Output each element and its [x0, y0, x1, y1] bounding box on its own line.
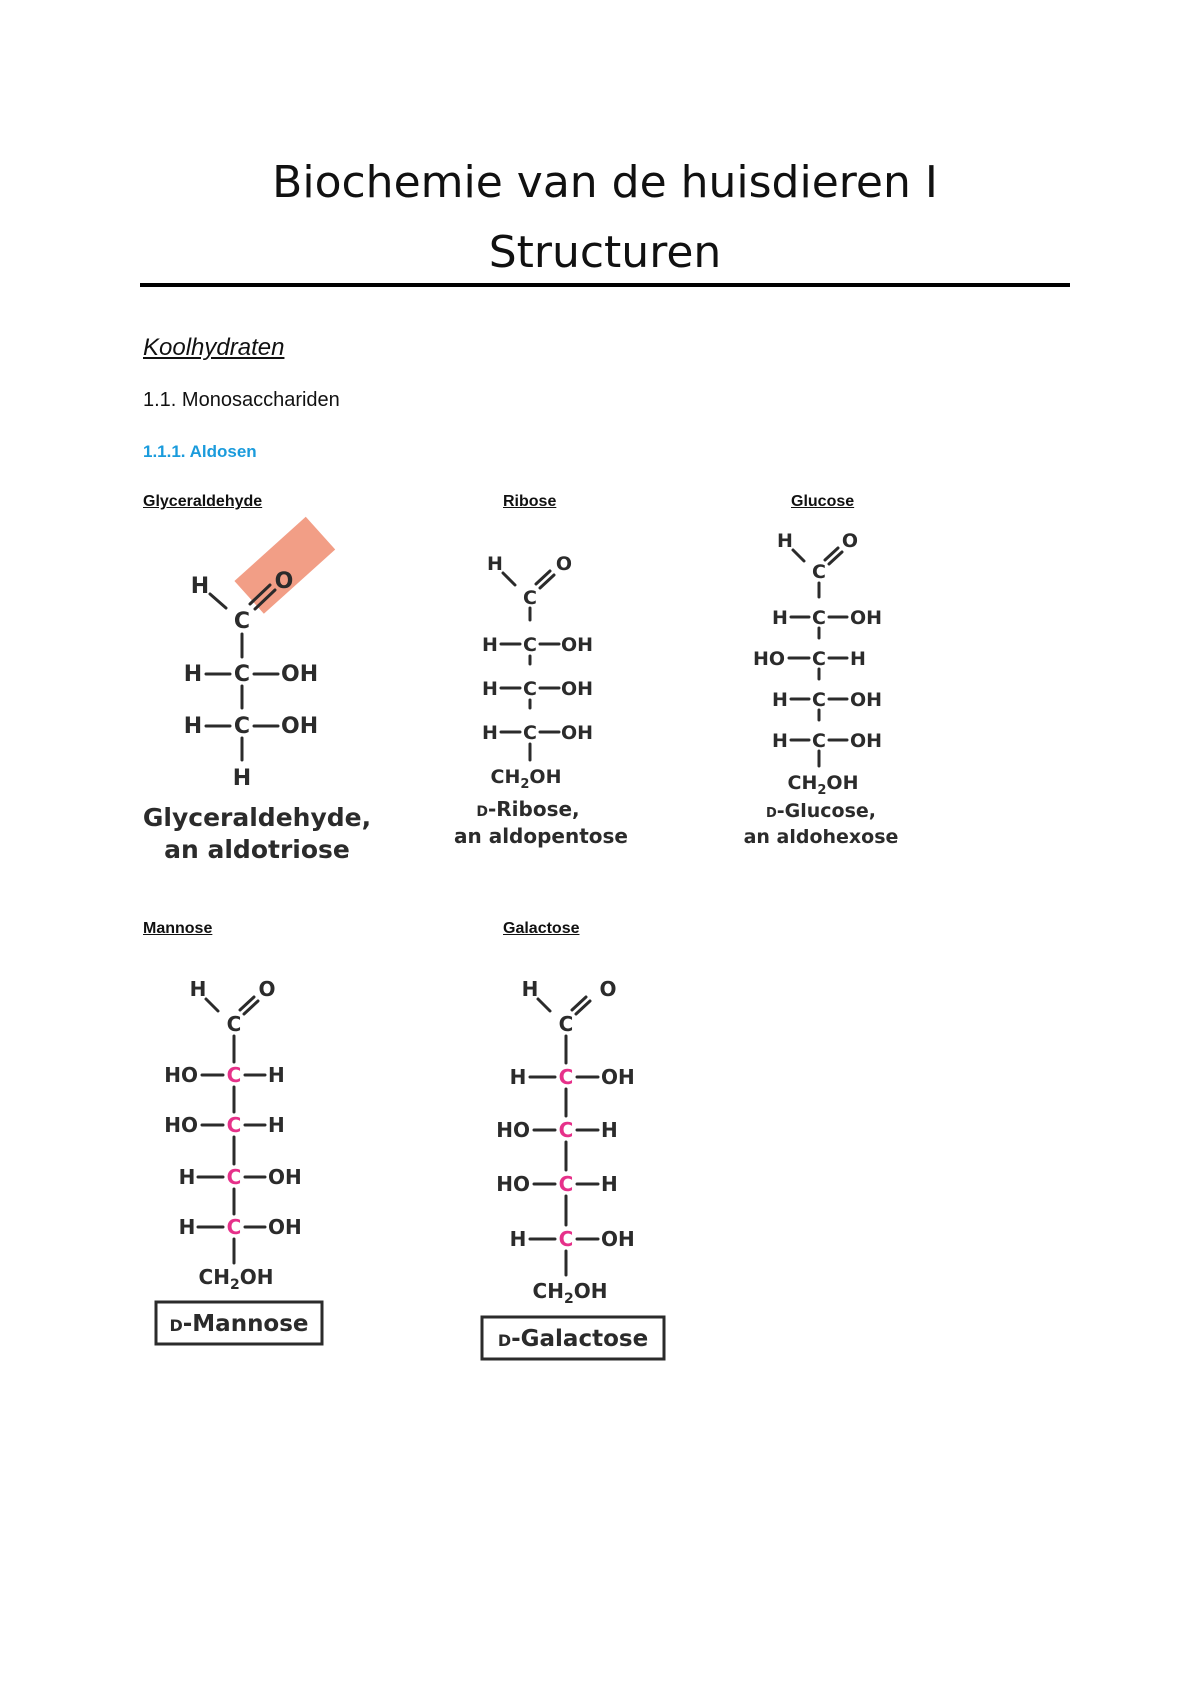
atom-h: H: [178, 1215, 196, 1239]
atom-h: H: [268, 1113, 285, 1137]
atom-c: C: [233, 714, 251, 739]
atom-h: H: [777, 530, 793, 552]
atom-h: H: [772, 689, 788, 711]
atom-oh: OH: [268, 1215, 302, 1239]
atom-h: H: [178, 1165, 196, 1189]
atom-h: H: [482, 722, 498, 744]
atom-h: H: [509, 1227, 527, 1251]
atom-o: O: [841, 530, 859, 552]
atom-c: C: [233, 609, 251, 634]
atom-h: H: [509, 1065, 527, 1089]
atom-h: H: [183, 714, 203, 739]
atom-oh: OH: [850, 689, 883, 711]
title-underline: [140, 283, 1070, 287]
atom-h: H: [850, 648, 866, 670]
atom-c: C: [812, 561, 826, 583]
glyceraldehyde-structure: [140, 540, 400, 880]
ribose-structure: [440, 540, 680, 860]
galactose-caption: D-Galactose: [497, 1326, 649, 1352]
galactose-heading: Galactose: [503, 920, 580, 937]
bond: [206, 999, 218, 1011]
atom-c: C: [523, 634, 537, 656]
atom-c: C: [523, 678, 537, 700]
atom-o: O: [599, 977, 617, 1001]
atom-h: H: [521, 977, 539, 1001]
atom-oh: OH: [601, 1065, 635, 1089]
atom-o: O: [258, 977, 276, 1001]
atom-oh: OH: [281, 714, 319, 739]
ribose-heading: Ribose: [503, 493, 557, 510]
glucose-caption-line2: an aldohexose: [743, 826, 899, 848]
atom-ch2oh: $CH_2OH$: [787, 772, 859, 798]
atom-oh: OH: [268, 1165, 302, 1189]
atom-h: H: [601, 1172, 618, 1196]
mannose-caption: D-Mannose: [169, 1311, 309, 1337]
atom-c: C: [226, 1012, 242, 1036]
section-heading: Koolhydraten: [143, 334, 285, 361]
title-line-1: Biochemie van de huisdieren I: [272, 157, 938, 208]
atom-o: O: [274, 569, 294, 594]
atom-c-chiral: C: [558, 1118, 574, 1142]
ribose-caption-line2: an aldopentose: [454, 824, 628, 848]
atom-ho: HO: [496, 1172, 530, 1196]
atom-c-chiral: C: [558, 1065, 574, 1089]
atom-c-chiral: C: [226, 1063, 242, 1087]
subsubsection-heading: 1.1.1. Aldosen: [143, 442, 257, 461]
glyceraldehyde-caption-line1: Glyceraldehyde,: [142, 803, 372, 832]
atom-ch2oh: $CH_2OH$: [490, 766, 562, 792]
atom-c-chiral: C: [226, 1165, 242, 1189]
atom-c-chiral: C: [558, 1172, 574, 1196]
atom-h: H: [190, 574, 210, 599]
glyceraldehyde-heading: Glyceraldehyde: [143, 493, 263, 510]
ribose-caption-line1: D-Ribose,: [476, 797, 580, 821]
bond: [210, 594, 226, 608]
atom-ho: HO: [496, 1118, 530, 1142]
atom-c: C: [812, 648, 826, 670]
atom-h: H: [487, 553, 503, 575]
aldehyde-highlight: [234, 517, 335, 614]
atom-oh: OH: [561, 722, 594, 744]
galactose-structure: [470, 965, 710, 1365]
glucose-caption-line1: D-Glucose,: [765, 800, 877, 822]
atom-h: H: [268, 1063, 285, 1087]
atom-h: H: [601, 1118, 618, 1142]
atom-h: H: [772, 730, 788, 752]
atom-c: C: [812, 607, 826, 629]
atom-o: O: [555, 553, 573, 575]
glucose-heading: Glucose: [791, 493, 855, 510]
atom-h: H: [232, 766, 252, 791]
bond: [503, 573, 515, 585]
bond: [793, 550, 804, 561]
mannose-structure: [140, 965, 380, 1355]
atom-ch2oh: $CH_2OH$: [198, 1265, 274, 1293]
atom-oh: OH: [561, 634, 594, 656]
atom-h: H: [482, 678, 498, 700]
atom-h: H: [772, 607, 788, 629]
atom-c-chiral: C: [226, 1113, 242, 1137]
subsection-heading: 1.1. Monosacchariden: [143, 389, 340, 411]
glucose-structure: [740, 520, 940, 860]
atom-c: C: [812, 730, 826, 752]
title-line-2: Structuren: [488, 227, 722, 278]
atom-c: C: [812, 689, 826, 711]
atom-ho: HO: [752, 648, 785, 670]
atom-c-chiral: C: [226, 1215, 242, 1239]
bond: [538, 999, 550, 1011]
atom-c: C: [523, 722, 537, 744]
atom-h: H: [183, 662, 203, 687]
atom-ho: HO: [164, 1113, 198, 1137]
atom-oh: OH: [850, 607, 883, 629]
document-title: [140, 148, 1070, 288]
atom-oh: OH: [561, 678, 594, 700]
atom-oh: OH: [281, 662, 319, 687]
atom-c: C: [523, 587, 537, 609]
atom-c: C: [233, 662, 251, 687]
atom-c-chiral: C: [558, 1227, 574, 1251]
atom-c: C: [558, 1012, 574, 1036]
atom-h: H: [189, 977, 207, 1001]
atom-ch2oh: $CH_2OH$: [532, 1279, 608, 1307]
mannose-heading: Mannose: [143, 920, 213, 937]
glyceraldehyde-caption-line2: an aldotriose: [164, 835, 350, 864]
atom-ho: HO: [164, 1063, 198, 1087]
atom-oh: OH: [601, 1227, 635, 1251]
atom-h: H: [482, 634, 498, 656]
atom-oh: OH: [850, 730, 883, 752]
